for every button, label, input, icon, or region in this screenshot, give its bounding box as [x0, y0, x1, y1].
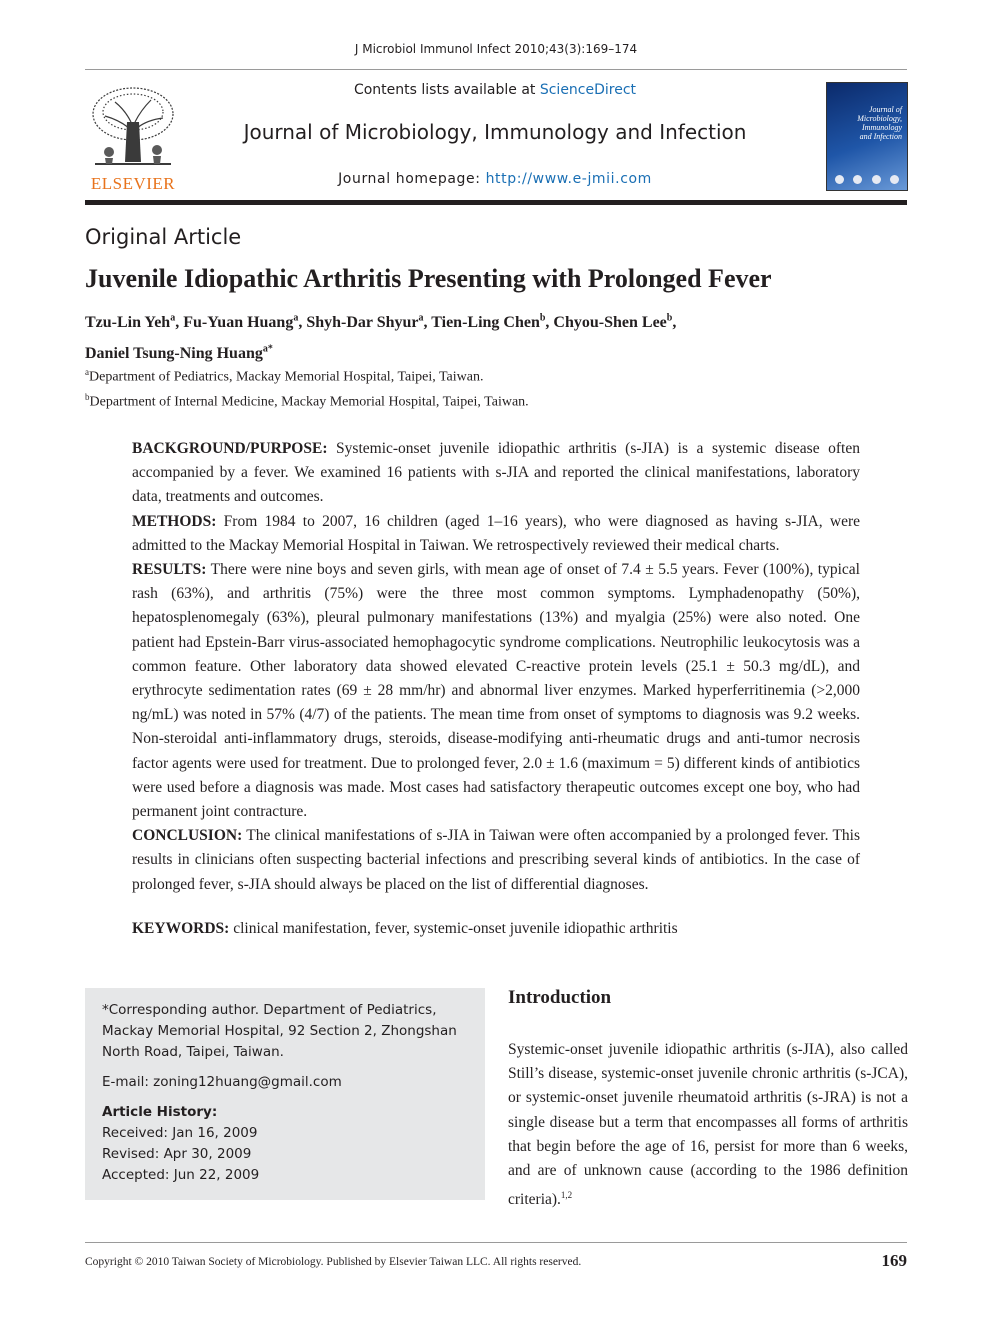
introduction-heading: Introduction — [508, 987, 612, 1008]
introduction-body: Systemic-onset juvenile idiopathic arthritis (s-JIA), also called Still’s disease, systemic-onset juvenile chronic arthritis (s-JCA), or systemic-onset juvenile rheumatoid arthritis (s-JRA) is not a single disease but a term that encompasses all forms of arthritis that begin before the age of 16, persist for more than 6 weeks, and are of unknown cause (according to the 1986 definition criteria).$^{1,2}$ — [508, 1041, 908, 1209]
journal-citation: J Microbiol Immunol Infect 2010;43(3):169–174 — [354, 42, 638, 56]
accepted-date: Accepted: Jun 22, 2009 — [102, 1167, 260, 1183]
journal-name: Journal of Microbiology, Immunology and Infection — [243, 120, 747, 144]
reference-marker[interactable]: 1,2 — [560, 1190, 573, 1201]
journal-homepage — [250, 171, 740, 187]
abstract — [132, 437, 860, 897]
cover-title-line: Immunology — [862, 123, 902, 132]
page-number: 169 — [881, 1251, 907, 1270]
revised-date: Revised: Apr 30, 2009 — [102, 1146, 252, 1162]
author: Daniel Tsung-Ning Huang$^{a*}$ — [85, 343, 273, 362]
cover-logo-icon — [853, 175, 862, 184]
cover-title-line: Microbiology, — [857, 114, 902, 123]
email: E-mail: zoning12huang@gmail.com — [102, 1074, 342, 1090]
affiliation: $^b$Department of Internal Medicine, Mackay Memorial Hospital, Taipei, Taiwan. — [85, 392, 529, 410]
author: Tzu-Lin Yeh$^a$, — [85, 313, 184, 332]
abstract-conclusion: CONCLUSION: The clinical manifestations of s-JIA in Taiwan were often accompanied by a prolonged fever. This results in clinicians often suspecting bacterial infections and prescribing several kinds of antibiotics. In the case of prolonged fever, s-JIA should always be placed on the list of differential diagnoses. — [132, 827, 860, 893]
article-info-box — [85, 988, 485, 1200]
homepage-prefix: Journal homepage: — [338, 171, 486, 187]
cover-title-line: and Infection — [859, 132, 902, 141]
received-date: Received: Jan 16, 2009 — [102, 1125, 258, 1141]
cover-society-logos — [835, 175, 899, 185]
footer-rule — [85, 1242, 907, 1243]
cover-logo-icon — [890, 175, 899, 184]
cover-title — [857, 105, 902, 141]
author-list — [85, 306, 915, 367]
elsevier-logo — [85, 82, 181, 192]
article-type: Original Article — [85, 225, 242, 249]
contents-line — [250, 82, 740, 98]
cover-logo-icon — [835, 175, 844, 184]
article-title: Juvenile Idiopathic Arthritis Presenting with Prolonged Fever — [85, 264, 772, 293]
author: Tien-Ling Chen$^b$, — [431, 313, 554, 332]
cover-logo-icon — [872, 175, 881, 184]
article-history-title: Article History: — [102, 1104, 218, 1120]
cover-title-line: Journal of — [868, 105, 902, 114]
contents-prefix: Contents lists available at — [353, 82, 540, 98]
affiliation: $^a$Department of Pediatrics, Mackay Memorial Hospital, Taipei, Taiwan. — [85, 367, 484, 385]
copyright: Copyright © 2010 Taiwan Society of Microbiology. Published by Elsevier Taiwan LLC. All rights reserved. — [85, 1256, 582, 1268]
journal-cover — [826, 82, 908, 191]
author: Shyh-Dar Shyur$^a$, — [306, 313, 432, 332]
elsevier-tree-icon — [85, 82, 181, 170]
header-top-rule — [85, 69, 907, 70]
header-bottom-rule — [85, 200, 907, 205]
elsevier-wordmark: ELSEVIER — [90, 174, 176, 193]
sciencedirect-link[interactable]: ScienceDirect — [539, 82, 637, 98]
keywords: KEYWORDS: clinical manifestation, fever, systemic-onset juvenile idiopathic arthritis — [132, 920, 678, 937]
abstract-methods: METHODS: From 1984 to 2007, 16 children (aged 1–16 years), who were diagnosed as having s-JIA, were admitted to the Mackay Memorial Hospital in Taiwan. We retrospectively reviewed their medical charts. — [132, 512, 860, 554]
corresponding-author: *Corresponding author. Department of Pediatrics, Mackay Memorial Hospital, 92 Section 2, Zhongshan North Road, Taipei, Taiwan. — [102, 1002, 457, 1060]
homepage-link[interactable]: http://www.e-jmii.com — [485, 171, 652, 187]
abstract-results: RESULTS: There were nine boys and seven girls, with mean age of onset of 7.4 ± 5.5 years. Fever (100%), typical rash (63%), and arthritis (75%) were the three most common symptoms. Lymphadenopathy (50%), hepatosplenomegaly (63%), pleural pulmonary manifestations (13%) and myalgia (25%) were also noted. One patient had Epstein-Barr virus-associated hemophagocytic syndrome complications. Neutrophilic leukocytosis was a common feature. Other laboratory data showed elevated C-reactive protein levels (25.1 ± 50.3 mg/dL), and erythrocyte sedimentation rates (69 ± 28 mm/hr) and abnormal liver enzymes. Marked hyperferritinemia (>2,000 ng/mL) was noted in 57% (4/7) of the patients. The mean time from onset of symptoms to diagnosis was 9.2 weeks. Non-steroidal anti-inflammatory drugs, steroids, disease-modifying anti-rheumatic drugs and anti-tumor necrosis factor agents were used for treatment. Due to prolonged fever, 2.0 ± 1.6 (maximum = 5) different kinds of antibiotics were used before a diagnosis was made. Most cases had satisfactory therapeutic outcomes except one boy, who had permanent joint contracture. — [132, 561, 860, 821]
author: Fu-Yuan Huang$^a$, — [183, 313, 307, 332]
abstract-background: BACKGROUND/PURPOSE: Systemic-onset juvenile idiopathic arthritis (s-JIA) is a systemic disease often accompanied by a fever. We examined 16 patients with s-JIA and reported the clinical manifestations, laboratory data, treatments and outcomes. — [132, 440, 860, 506]
author: Chyou-Shen Lee$^b$, — [553, 313, 677, 332]
